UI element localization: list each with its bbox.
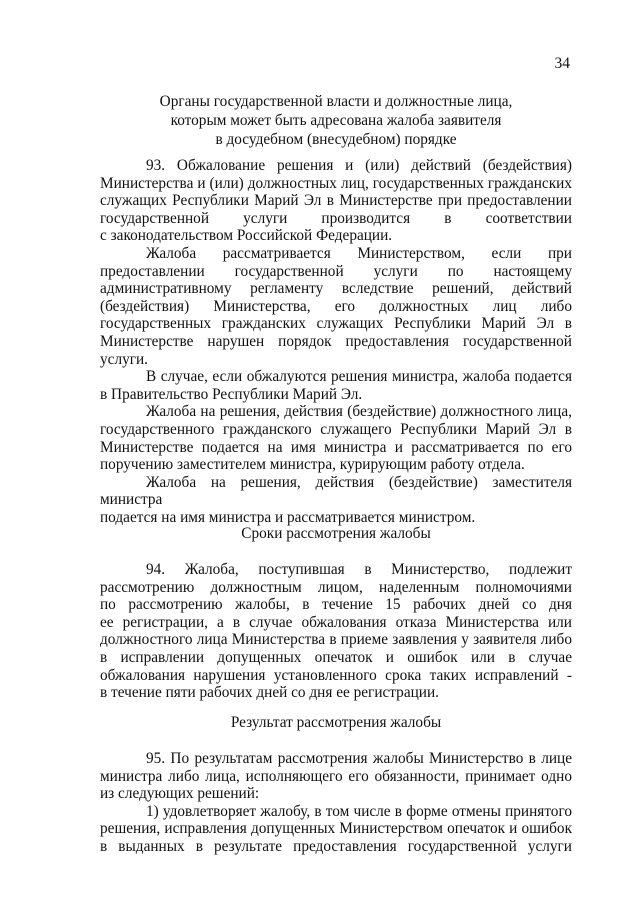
text-line: 1) удовлетворяет жалобу, в том числе в форме отмены принятого [146,802,572,820]
section-heading-result [100,713,572,732]
text-line: 93. Обжалование решения и (или) действий (бездействия) [146,157,572,174]
text-line: из следующих решений: [100,785,260,803]
text-line: государственных гражданских служащих Республики Марий Эл в [100,315,572,333]
text-line: предоставлении государственной услуги по настоящему [100,262,572,280]
text-line: в исправлении допущенных опечаток и ошибок или в случае [100,648,572,666]
paragraph-95-item-1 [100,803,572,856]
text-line: В случае, если обжалуются решения министра, жалоба подается [146,368,572,386]
text-line: 95. По результатам рассмотрения жалобы Министерство в лице [146,750,572,767]
text-line: в выданных в результате предоставления государственной услуги [100,837,572,855]
text-line: государственного гражданского служащего Республики Марий Эл в [100,420,572,438]
section-heading-deadlines [100,524,572,543]
text-line: ее регистрации, а в случае обжалования отказа Министерства или [100,613,572,631]
paragraph-official-actions [100,403,572,473]
heading-line: Результат рассмотрения жалобы [230,714,442,731]
text-line: в Правительство Республики Марий Эл. [100,385,363,403]
text-line: Министерстве нарушен порядок предоставления государственной [100,332,572,350]
heading-line: которым может быть адресована жалоба заявителя [170,112,502,129]
paragraph-94 [100,561,572,702]
section-body-deadlines [100,561,572,702]
section-body-result [100,750,572,856]
page-number: 34 [554,55,570,72]
text-line: должностного лица Министерства в приеме заявления у заявителя либо [100,631,572,649]
text-line: Министерстве подается на имя министра и рассматривается по его [100,438,572,456]
text-line: услуги. [100,350,149,368]
paragraph-complaint-considered [100,245,572,368]
text-line: с законодательством Российской Федерации. [100,227,393,245]
text-line: подается на имя министра и рассматривается министром. [100,508,476,526]
text-line: Жалоба рассматривается Министерством, если при [146,244,572,262]
text-line: Министерства и (или) должностных лиц, государственных гражданских [100,174,572,192]
paragraph-minister-decisions [100,368,572,403]
heading-line: в досудебном (внесудебном) порядке [215,131,457,148]
paragraph-deputy-minister [100,474,572,527]
text-line: рассмотрению должностным лицом, наделенным полномочиями [100,578,572,596]
text-line: Жалоба на решения, действия (бездействие) должностного лица, [146,403,572,421]
text-line: служащих Республики Марий Эл в Министерстве при предоставлении [100,192,572,210]
section-body-authorities [100,157,572,526]
paragraph-95 [100,750,572,803]
text-line: решения, исправления допущенных Министерством опечаток и ошибок [100,820,572,838]
text-line: поручению заместителем министра, курирующим работу отдела. [100,456,525,474]
text-line: административному регламенту вследствие решений, действий [100,280,572,298]
section-heading-authorities [100,92,572,149]
text-line: государственной услуги производится в соответствии [100,209,572,227]
text-line: министра либо лица, исполняющего его обязанности, принимает одно [100,767,572,785]
paragraph-93 [100,157,572,245]
text-line: в течение пяти рабочих дней со дня ее регистрации. [100,684,439,702]
text-line: Жалоба на решения, действия (бездействие) заместителя министра [100,473,572,509]
text-line: (бездействия) Министерства, его должностных лиц либо [100,297,572,315]
heading-line: Сроки рассмотрения жалобы [241,525,431,542]
heading-line: Органы государственной власти и должностные лица, [159,93,513,110]
text-line: по рассмотрению жалобы, в течение 15 рабочих дней со дня [100,596,572,614]
text-line: 94. Жалоба, поступившая в Министерство, подлежит [146,561,572,578]
text-line: обжалования нарушения установленного срока таких исправлений - [100,666,572,684]
